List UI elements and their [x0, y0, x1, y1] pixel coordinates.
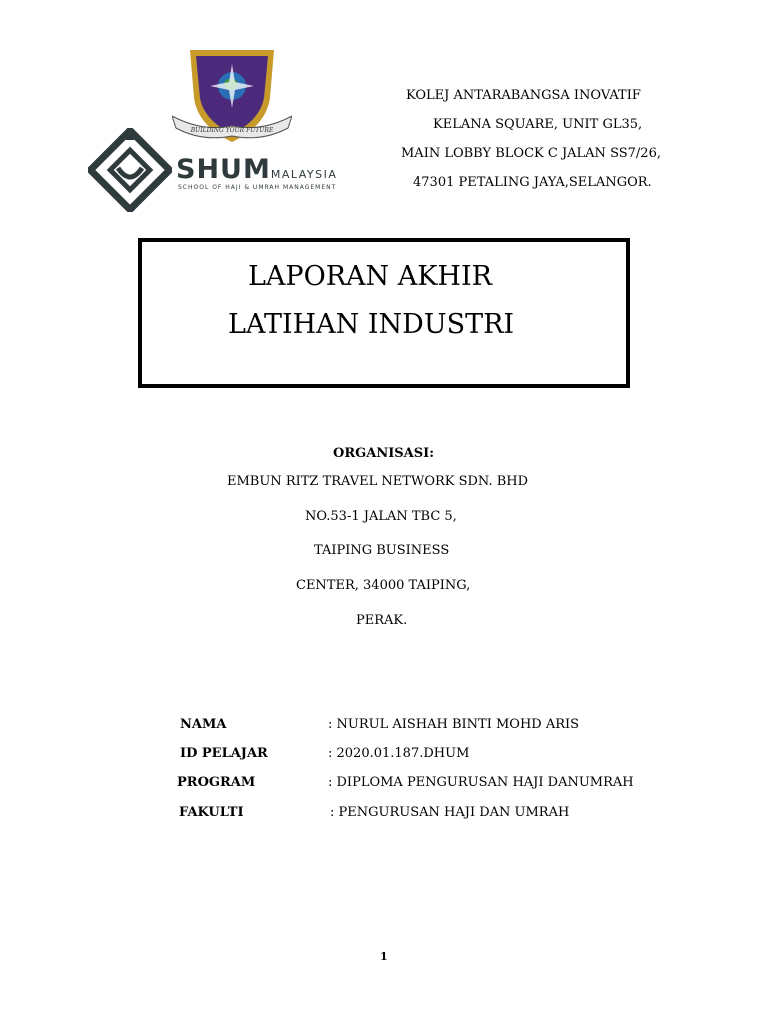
address-line-2: KELANA SQUARE, UNIT GL35, [433, 117, 643, 132]
organisation-label: ORGANISASI: [333, 446, 435, 461]
student-key-program: PROGRAM [177, 775, 256, 790]
page-number: 1 [380, 950, 388, 963]
college-crest-logo [172, 46, 292, 146]
report-title-line-2: LATIHAN INDUSTRI [228, 309, 515, 340]
shum-mark-icon [88, 128, 172, 212]
address-line-1: KOLEJ ANTARABANGSA INOVATIF [406, 88, 641, 103]
student-key-name: NAMA [180, 717, 227, 732]
brand-wordmark [176, 154, 338, 191]
organisation-line-1: EMBUN RITZ TRAVEL NETWORK SDN. BHD [227, 474, 529, 489]
report-title-line-1: LAPORAN AKHIR [248, 261, 492, 292]
student-key-id: ID PELAJAR [180, 746, 268, 761]
organisation-line-5: PERAK. [356, 613, 408, 628]
student-value-id: : 2020.01.187.DHUM [328, 746, 470, 761]
student-value-faculty: : PENGURUSAN HAJI DAN UMRAH [330, 805, 570, 820]
student-value-name: : NURUL AISHAH BINTI MOHD ARIS [328, 717, 580, 732]
brand-tagline: SCHOOL OF HAJI & UMRAH MANAGEMENT [178, 184, 337, 191]
organisation-line-2: NO.53-1 JALAN TBC 5, [305, 509, 457, 524]
brand-suffix: MALAYSIA [270, 168, 338, 181]
student-key-faculty: FAKULTI [179, 805, 244, 820]
student-value-program: : DIPLOMA PENGURUSAN HAJI DANUMRAH [328, 775, 634, 790]
organisation-line-4: CENTER, 34000 TAIPING, [296, 578, 471, 593]
crest-banner-text: BUILDING YOUR FUTURE [190, 127, 274, 134]
address-line-3: MAIN LOBBY BLOCK C JALAN SS7/26, [401, 146, 661, 161]
organisation-line-3: TAIPING BUSINESS [314, 543, 450, 558]
brand-name: SHUM [176, 154, 271, 185]
address-line-4: 47301 PETALING JAYA,SELANGOR. [413, 175, 652, 190]
